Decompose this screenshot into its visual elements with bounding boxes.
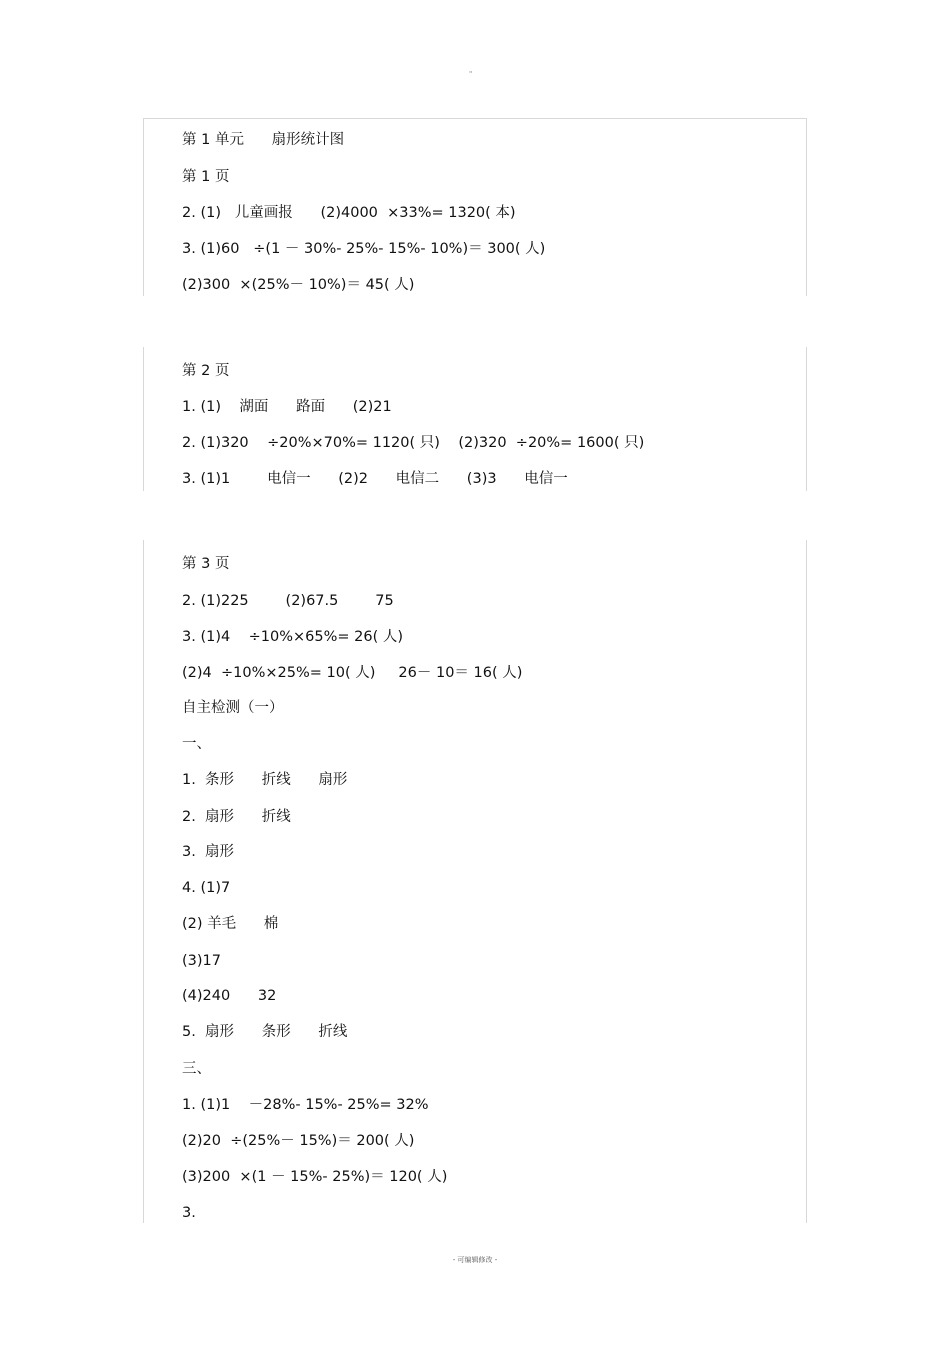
answer-line: (2) 羊毛 棉 — [182, 916, 279, 932]
answer-line: (3)17 — [182, 953, 221, 969]
answer-line: 1. (1) 湖面 路面 (2)21 — [182, 399, 392, 415]
unit-title: 第 1 单元 扇形统计图 — [182, 132, 345, 148]
answer-section-3 — [143, 540, 807, 1223]
answer-line: 4. (1)7 — [182, 880, 231, 896]
answer-line: (4)240 32 — [182, 988, 277, 1004]
part-heading: 一、 — [182, 736, 211, 752]
answer-section-2 — [143, 347, 807, 491]
answer-line: (3)200 ×(1 － 15%- 25%)＝ 120( 人) — [182, 1169, 448, 1185]
answer-line: 2. (1) 儿童画报 (2)4000 ×33%= 1320( 本) — [182, 205, 516, 221]
page-heading: 第 2 页 — [182, 363, 230, 379]
answer-line: 2. (1)320 ÷20%×70%= 1120( 只) (2)320 ÷20%= 1600( 只) — [182, 435, 645, 451]
answer-line: 1. 条形 折线 扇形 — [182, 772, 348, 788]
answer-line: (2)4 ÷10%×25%= 10( 人) 26－ 10＝ 16( 人) — [182, 665, 523, 681]
page-heading: 第 3 页 — [182, 556, 230, 572]
header-mark: " — [469, 70, 473, 78]
answer-line: 3. 扇形 — [182, 844, 235, 860]
answer-line: 2. (1)225 (2)67.5 75 — [182, 593, 394, 609]
test-heading: 自主检测（一） — [182, 700, 284, 716]
answer-line: 5. 扇形 条形 折线 — [182, 1024, 348, 1040]
answer-line: 3. (1)4 ÷10%×65%= 26( 人) — [182, 629, 404, 645]
answer-line: 3. — [182, 1205, 196, 1221]
part-heading: 三、 — [182, 1061, 211, 1077]
answer-section-1 — [143, 118, 807, 296]
answer-line: 3. (1)60 ÷(1 － 30%- 25%- 15%- 10%)＝ 300( 人) — [182, 241, 546, 257]
answer-line: (2)300 ×(25%－ 10%)＝ 45( 人) — [182, 277, 415, 293]
answer-line: 3. (1)1 电信一 (2)2 电信二 (3)3 电信一 — [182, 471, 568, 487]
page-heading: 第 1 页 — [182, 169, 230, 185]
answer-line: (2)20 ÷(25%－ 15%)＝ 200( 人) — [182, 1133, 415, 1149]
page-footer: - 可编辑修改 - — [452, 1256, 498, 1264]
answer-line: 1. (1)1 －28%- 15%- 25%= 32% — [182, 1097, 429, 1113]
answer-line: 2. 扇形 折线 — [182, 809, 291, 825]
